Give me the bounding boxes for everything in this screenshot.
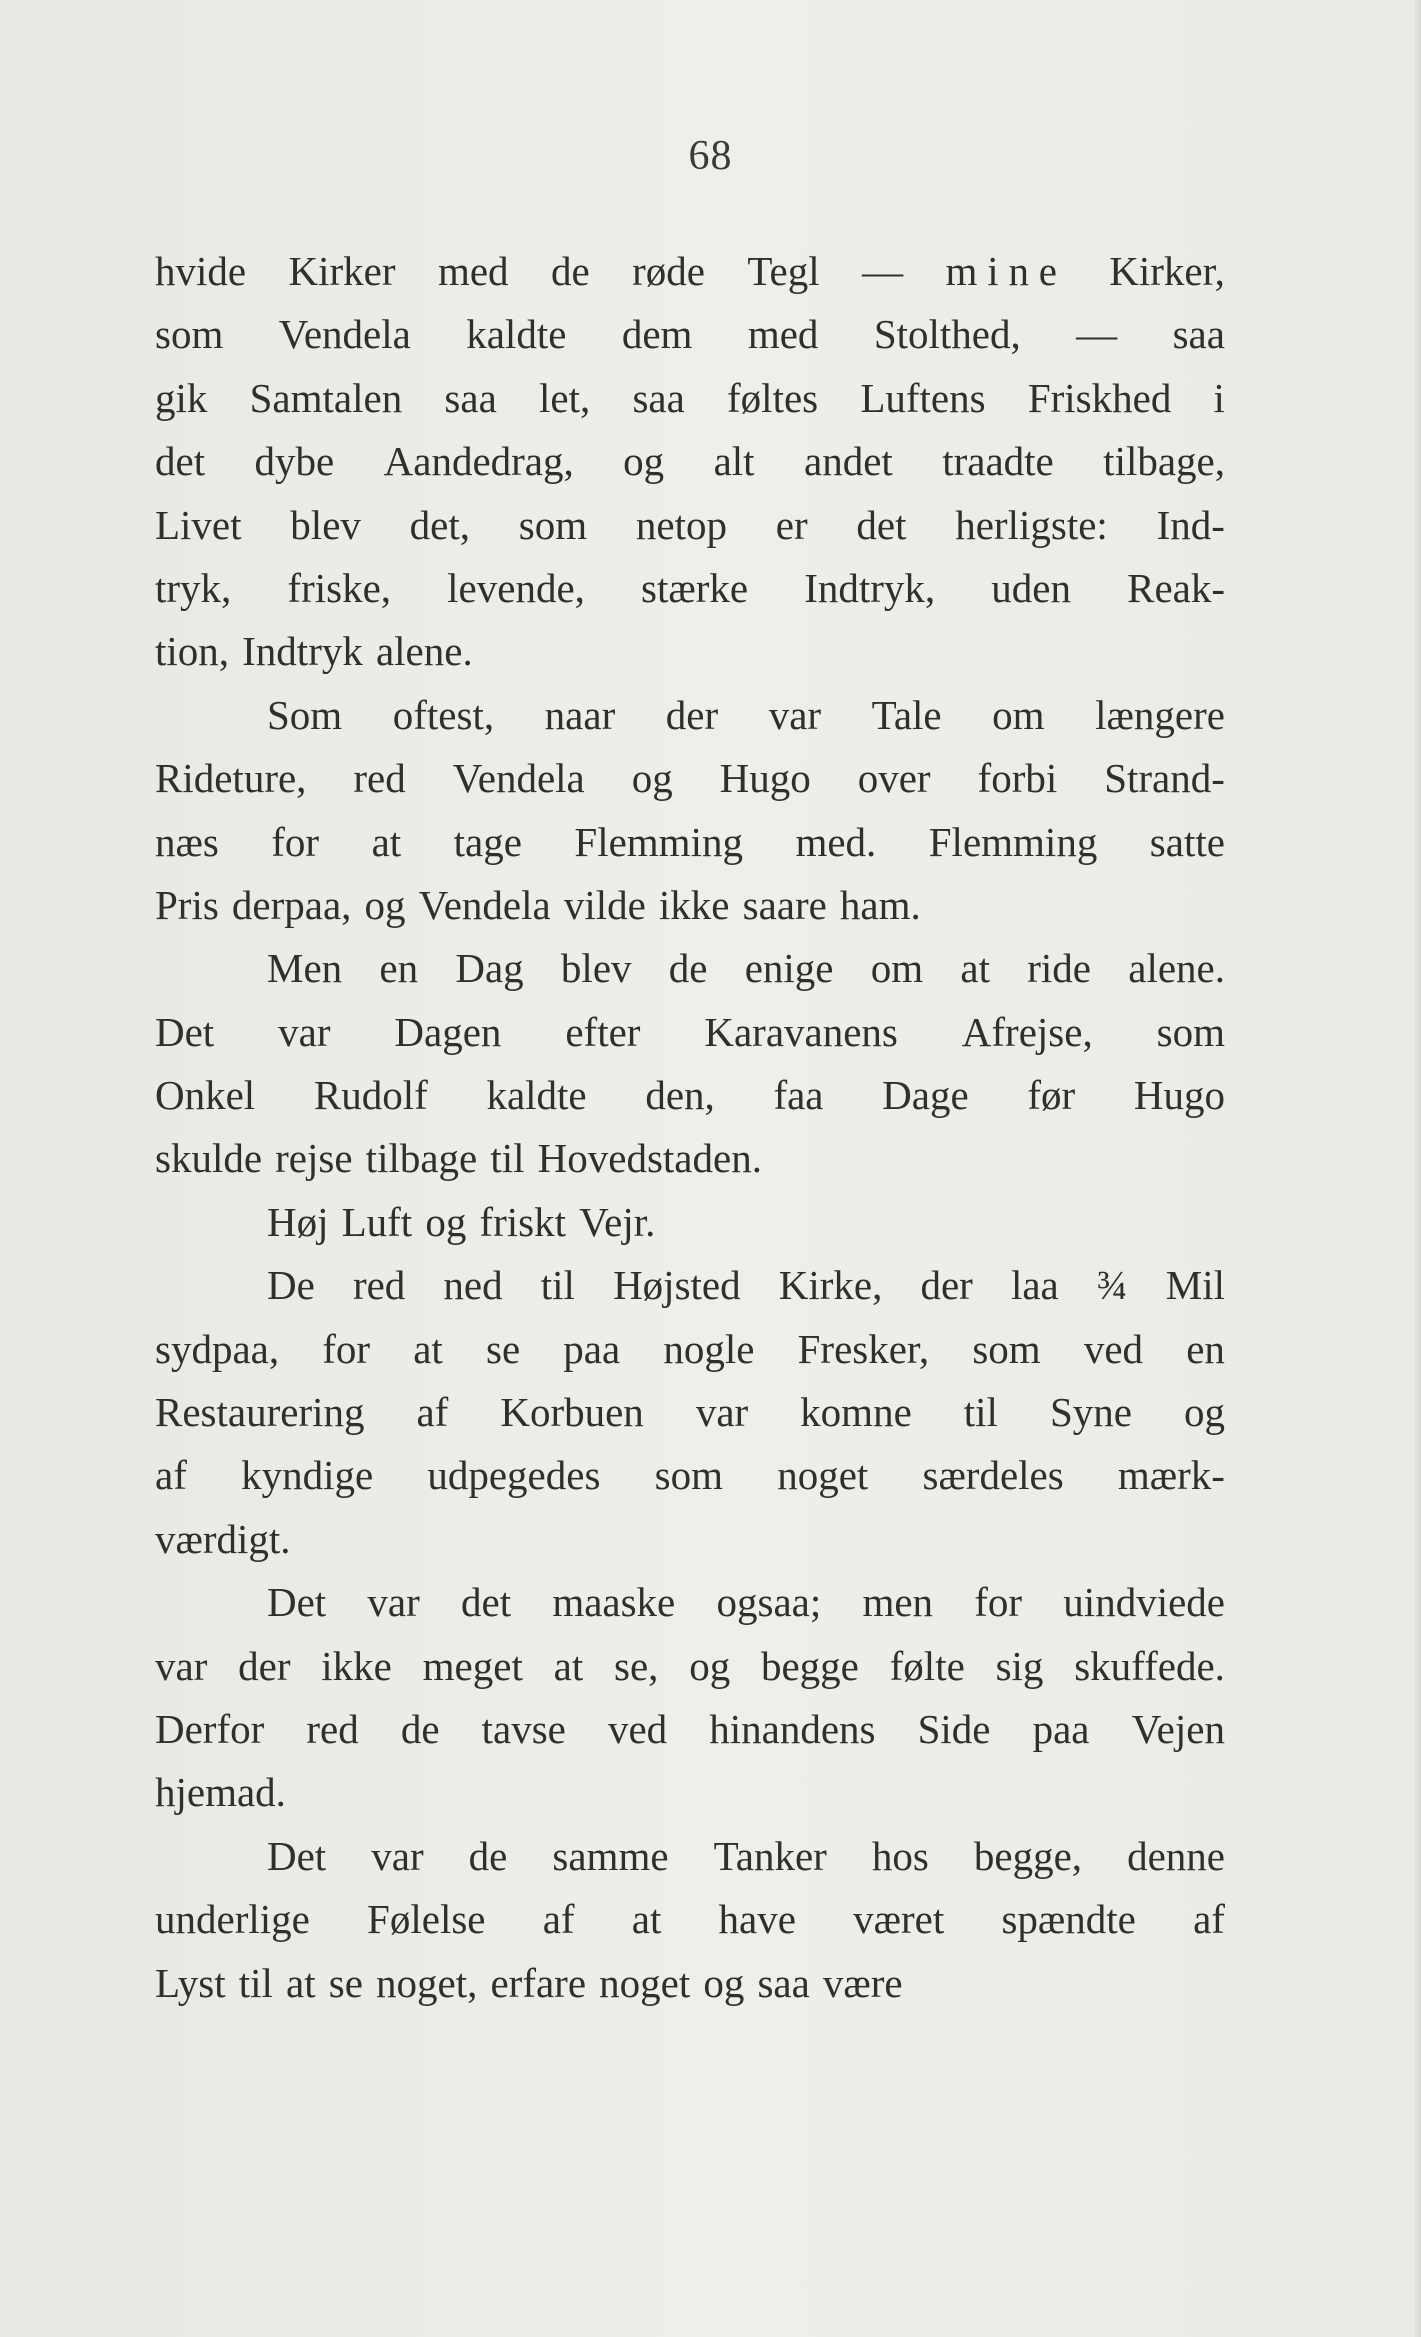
text-line: hvide Kirker med de røde Tegl — mine Kirker, [155, 248, 1225, 294]
paragraph [155, 684, 1225, 938]
paragraph [155, 1254, 1225, 1571]
page-edge [1415, 0, 1421, 2337]
text-line: Men en Dag blev de enige om at ride alene. [267, 945, 1225, 992]
paragraph [155, 1571, 1225, 1825]
text-line: var der ikke meget at se, og begge følte sig skuffede. [155, 1642, 1225, 1689]
text-line: tryk, friske, levende, stærke Indtryk, uden Reak- [155, 564, 1225, 611]
text-line: Onkel Rudolf kaldte den, faa Dage før Hugo [155, 1072, 1225, 1119]
body-text [155, 240, 1225, 2015]
text-line: Pris derpaa, og Vendela vilde ikke saare ham. [155, 881, 921, 928]
text-line: sydpaa, for at se paa nogle Fresker, som ved en [155, 1325, 1225, 1372]
text-line: næs for at tage Flemming med. Flemming satte [155, 818, 1225, 865]
paragraph [155, 937, 1225, 1191]
text-line: værdigt. [155, 1515, 291, 1562]
text-line: Som oftest, naar der var Tale om længere [267, 691, 1225, 738]
text-line: Det var det maaske ogsaa; men for uindviede [267, 1579, 1225, 1626]
paragraph [155, 1191, 1225, 1254]
text-line: af kyndige udpegedes som noget særdeles mærk- [155, 1452, 1225, 1499]
text-line: Høj Luft og friskt Vejr. [267, 1198, 656, 1245]
text-line: som Vendela kaldte dem med Stolthed, — saa [155, 311, 1225, 358]
text-line: Livet blev det, som netop er det herligste: Ind- [155, 501, 1225, 548]
text-line: hjemad. [155, 1769, 286, 1816]
text-line: Restaurering af Korbuen var komne til Syne og [155, 1389, 1225, 1436]
text-line: Rideture, red Vendela og Hugo over forbi Strand- [155, 755, 1225, 802]
text-line: underlige Følelse af at have været spændte af [155, 1896, 1225, 1943]
paragraph [155, 240, 1225, 684]
text-line: tion, Indtryk alene. [155, 628, 473, 675]
page-number: 68 [688, 133, 733, 179]
text-line: Det var de samme Tanker hos begge, denne [267, 1832, 1225, 1879]
text-line: De red ned til Højsted Kirke, der laa ¾ Mil [267, 1262, 1225, 1309]
text-line: Derfor red de tavse ved hinandens Side paa Vejen [155, 1705, 1225, 1752]
text-line: Det var Dagen efter Karavanens Afrejse, som [155, 1008, 1225, 1055]
text-line: skulde rejse tilbage til Hovedstaden. [155, 1135, 762, 1182]
text-line: det dybe Aandedrag, og alt andet traadte tilbage, [155, 438, 1225, 485]
paragraph [155, 1825, 1225, 2015]
text-line: gik Samtalen saa let, saa føltes Luftens Friskhed i [155, 374, 1225, 421]
text-line: Lyst til at se noget, erfare noget og saa være [155, 1959, 903, 2006]
